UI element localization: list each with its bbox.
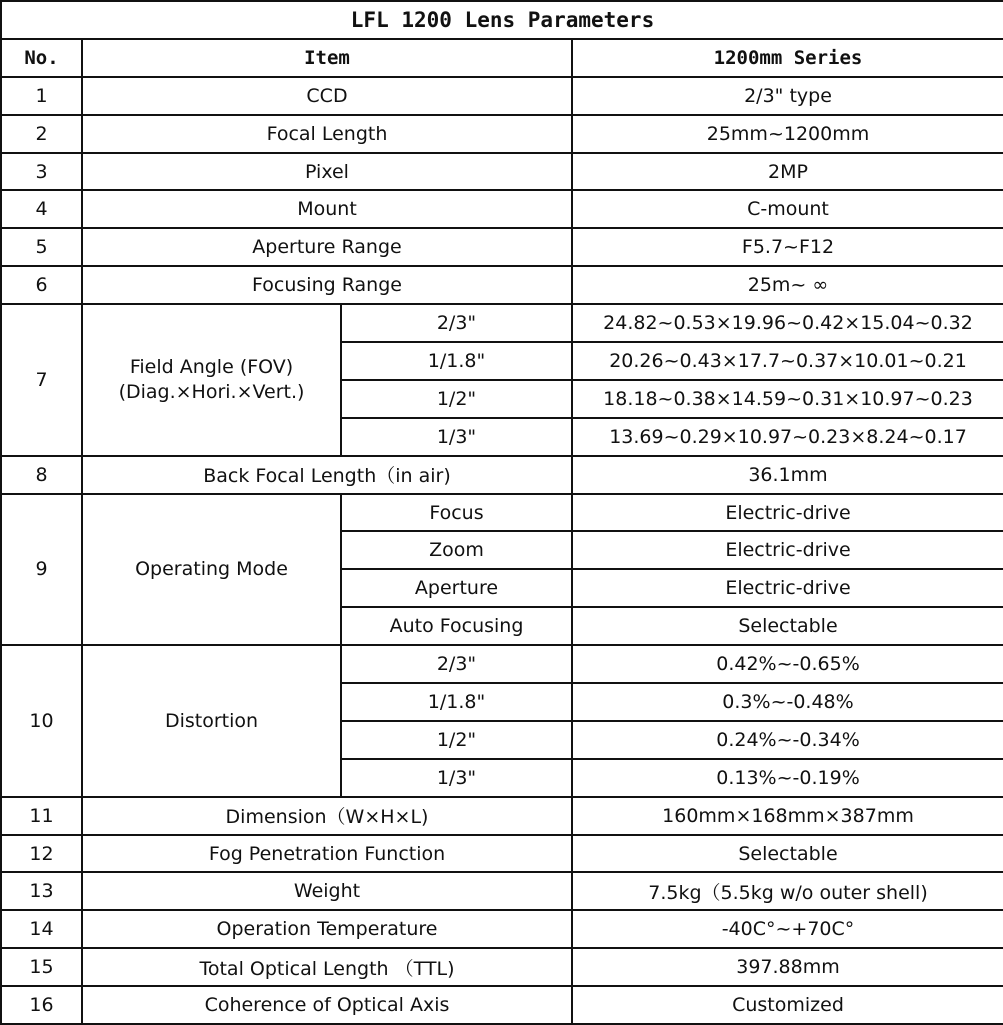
row-value: Customized	[572, 986, 1003, 1024]
row-value: -40C°~+70C°	[572, 910, 1003, 948]
row-item: Operating Mode	[82, 494, 341, 646]
sub-item-label: 2/3"	[341, 645, 572, 683]
row-number: 14	[1, 910, 82, 948]
row-value: 36.1mm	[572, 456, 1003, 494]
row-value: 25mm~1200mm	[572, 115, 1003, 153]
header-series: 1200mm Series	[572, 39, 1003, 77]
row-item: Total Optical Length （TTL)	[82, 948, 572, 986]
row-number: 9	[1, 494, 82, 646]
row-item	[82, 304, 341, 456]
table-row	[1, 986, 1003, 1024]
sub-item-label: 1/1.8"	[341, 683, 572, 721]
table-header-row	[1, 39, 1003, 77]
table-row	[1, 835, 1003, 873]
table-row	[1, 645, 1003, 683]
row-value: Selectable	[572, 835, 1003, 873]
row-item-line: Field Angle (FOV)	[129, 355, 294, 378]
row-item: Distortion	[82, 645, 341, 797]
table-row	[1, 797, 1003, 835]
sub-item-label: 1/3"	[341, 759, 572, 797]
row-item: Coherence of Optical Axis	[82, 986, 572, 1024]
sub-item-label: Focus	[341, 494, 572, 532]
table-row	[1, 494, 1003, 532]
sub-item-value: 24.82~0.53×19.96~0.42×15.04~0.32	[572, 304, 1003, 342]
row-item: Mount	[82, 190, 572, 228]
sub-item-value: 20.26~0.43×17.7~0.37×10.01~0.21	[572, 342, 1003, 380]
table-row	[1, 77, 1003, 115]
row-item: Aperture Range	[82, 228, 572, 266]
row-number: 2	[1, 115, 82, 153]
row-number: 13	[1, 872, 82, 910]
sub-item-label: Zoom	[341, 531, 572, 569]
row-item-line: (Diag.×Hori.×Vert.)	[118, 380, 305, 403]
row-item: Back Focal Length（in air)	[82, 456, 572, 494]
table-row	[1, 456, 1003, 494]
sub-item-value: 0.42%~-0.65%	[572, 645, 1003, 683]
sub-item-label: 1/1.8"	[341, 342, 572, 380]
row-number: 7	[1, 304, 82, 456]
table-row	[1, 190, 1003, 228]
row-item: Dimension（W×H×L)	[82, 797, 572, 835]
table-row	[1, 948, 1003, 986]
row-number: 4	[1, 190, 82, 228]
sub-item-label: Auto Focusing	[341, 607, 572, 645]
table-row	[1, 228, 1003, 266]
row-item: Pixel	[82, 153, 572, 191]
row-value: F5.7~F12	[572, 228, 1003, 266]
row-number: 12	[1, 835, 82, 873]
row-number: 11	[1, 797, 82, 835]
sub-item-label: 1/2"	[341, 380, 572, 418]
table-title: LFL 1200 Lens Parameters	[1, 1, 1003, 39]
sub-item-value: Electric-drive	[572, 569, 1003, 607]
row-item: CCD	[82, 77, 572, 115]
row-number: 10	[1, 645, 82, 797]
row-number: 16	[1, 986, 82, 1024]
row-value: 25m~ ∞	[572, 266, 1003, 304]
table-row	[1, 266, 1003, 304]
sub-item-label: Aperture	[341, 569, 572, 607]
row-item: Weight	[82, 872, 572, 910]
table-row	[1, 153, 1003, 191]
table-row	[1, 910, 1003, 948]
row-number: 1	[1, 77, 82, 115]
row-number: 8	[1, 456, 82, 494]
sub-item-value: 13.69~0.29×10.97~0.23×8.24~0.17	[572, 418, 1003, 456]
sub-item-value: 0.24%~-0.34%	[572, 721, 1003, 759]
row-value: 397.88mm	[572, 948, 1003, 986]
row-number: 6	[1, 266, 82, 304]
row-item: Fog Penetration Function	[82, 835, 572, 873]
sub-item-value: Selectable	[572, 607, 1003, 645]
row-number: 3	[1, 153, 82, 191]
sub-item-label: 1/2"	[341, 721, 572, 759]
row-value: C-mount	[572, 190, 1003, 228]
sub-item-value: 18.18~0.38×14.59~0.31×10.97~0.23	[572, 380, 1003, 418]
row-number: 15	[1, 948, 82, 986]
row-number: 5	[1, 228, 82, 266]
sub-item-value: 0.3%~-0.48%	[572, 683, 1003, 721]
row-value: 7.5kg（5.5kg w/o outer shell)	[572, 872, 1003, 910]
row-item: Focal Length	[82, 115, 572, 153]
sub-item-value: Electric-drive	[572, 531, 1003, 569]
header-no: No.	[1, 39, 82, 77]
row-item: Focusing Range	[82, 266, 572, 304]
sub-item-label: 2/3"	[341, 304, 572, 342]
sub-item-label: 1/3"	[341, 418, 572, 456]
row-value: 2/3" type	[572, 77, 1003, 115]
table-row	[1, 872, 1003, 910]
row-value: 2MP	[572, 153, 1003, 191]
row-value: 160mm×168mm×387mm	[572, 797, 1003, 835]
sub-item-value: Electric-drive	[572, 494, 1003, 532]
table-title-row	[1, 1, 1003, 39]
table-row	[1, 304, 1003, 342]
table-row	[1, 115, 1003, 153]
row-item: Operation Temperature	[82, 910, 572, 948]
header-item: Item	[82, 39, 572, 77]
sub-item-value: 0.13%~-0.19%	[572, 759, 1003, 797]
